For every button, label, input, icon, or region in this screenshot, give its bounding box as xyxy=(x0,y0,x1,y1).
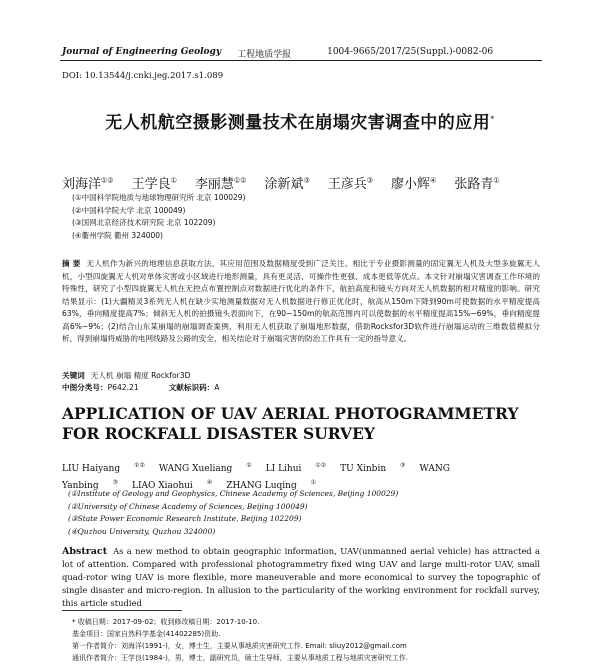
affiliation-en: (④Quzhou University, Quzhou 324000) xyxy=(68,526,216,536)
en-author-affil-mark: ①② xyxy=(134,462,145,469)
footnote: 第一作者简介：刘海洋(1991-)，女，博士生，主要从事地质灾害研究工作. Email: sliuy2012@gmail.com xyxy=(72,642,407,650)
journal-name-cn: 工程地质学报 xyxy=(237,50,292,60)
cn-author-name: 王学良 xyxy=(131,177,171,192)
header-rule xyxy=(60,60,542,61)
cn-author-affil-mark: ① xyxy=(493,176,500,185)
cn-author xyxy=(391,173,436,192)
en-author-name: TU Xinbin xyxy=(340,464,387,474)
cn-author xyxy=(132,173,177,192)
cn-author xyxy=(195,173,247,192)
journal-name: Journal of Engineering Geology xyxy=(62,47,222,57)
en-author-name: WANG Yanbing xyxy=(62,464,450,491)
affiliations-en xyxy=(68,488,398,538)
cn-author xyxy=(264,173,309,192)
clc-value: P642.21 xyxy=(107,383,139,392)
abstract-cn-label: 摘 要 xyxy=(62,259,81,268)
affiliation-cn: (④衢州学院 衢州 324000) xyxy=(72,230,163,240)
en-author-name: LIU Haiyang xyxy=(62,464,121,474)
classification xyxy=(62,382,219,393)
cn-author-affil-mark: ① xyxy=(170,176,177,185)
footnote: 基金项目：国家自然科学基金(41402285)资助. xyxy=(72,630,221,638)
en-author-affil-mark: ③ xyxy=(112,479,118,486)
en-author xyxy=(340,464,405,474)
affiliations-cn xyxy=(72,192,245,242)
abstract-en-text: As a new method to obtain geographic information, UAV(unmanned aerial vehicle) has attracted a lot of attention. Compared with professional photogrammetry fixed wing UAV and large multi-rotor UAV, small quad-rotor wing UAV is more flexible, more maneuverable and more economical to survey the topographic of single disaster and micro-region. In allusion to the particularity of the working environment for rockfall survey, this article studied xyxy=(62,546,540,608)
clc-label: 中图分类号： xyxy=(62,383,108,392)
cn-author-affil-mark: ④ xyxy=(430,176,437,185)
cn-author xyxy=(328,173,373,192)
en-author xyxy=(159,464,252,474)
footnotes xyxy=(72,616,542,664)
en-author-affil-mark: ③ xyxy=(400,462,406,469)
en-author xyxy=(266,464,326,474)
cn-author-name: 刘海洋 xyxy=(62,177,102,192)
abstract-en xyxy=(62,545,540,610)
cn-author xyxy=(454,173,499,192)
doc-code-label: 文献标识码： xyxy=(168,383,215,392)
issn: 1004-9665/2017/25(Suppl.)-0082-06 xyxy=(327,47,494,57)
footnote-rule xyxy=(62,610,182,611)
footnote: * 收稿日期：2017-09-02；收到修改稿日期：2017-10-10. xyxy=(72,618,260,626)
cn-author-name: 涂新斌 xyxy=(264,177,304,192)
cn-author-affil-mark: ①② xyxy=(233,176,247,185)
en-author-affil-mark: ④ xyxy=(206,479,213,486)
keywords-cn xyxy=(62,370,190,381)
en-author-name: LIAO Xiaohui xyxy=(132,481,193,491)
title-cn xyxy=(0,108,600,133)
running-header xyxy=(62,47,542,60)
affiliation-cn: (②中国科学院大学 北京 100049) xyxy=(72,205,186,215)
cn-author-affil-mark: ①② xyxy=(101,176,114,185)
affiliation-cn: (③国网北京经济技术研究院 北京 102209) xyxy=(72,218,216,227)
cn-author-name: 王彦兵 xyxy=(327,177,367,192)
en-author-name: WANG Xueliang xyxy=(158,464,233,474)
affiliation-en: (②University of Chinese Academy of Sciences, Beijing 100049) xyxy=(68,501,308,511)
en-author-name: LI Lihui xyxy=(265,464,302,474)
footnote: 通讯作者简介：王学良(1984-)，男，博士，副研究员，硕士生导师，主要从事地质工程与地质灾害研究工作. xyxy=(72,654,409,662)
affiliation-cn: (①中国科学院地质与地球物理研究所 北京 100029) xyxy=(72,193,246,202)
cn-author xyxy=(62,173,114,192)
abstract-cn xyxy=(62,258,540,346)
title-cn-text: 无人机航空摄影测量技术在崩塌灾害调查中的应用 xyxy=(105,113,491,133)
affiliation-en: (③State Power Economic Research Institute, Beijing 102209) xyxy=(68,514,302,523)
title-en: APPLICATION OF UAV AERIAL PHOTOGRAMMETRY FOR ROCKFALL DISASTER SURVEY xyxy=(62,404,519,443)
cn-author-name: 李丽慧 xyxy=(194,177,234,192)
cn-author-affil-mark: ③ xyxy=(303,176,310,185)
affiliation-en: (①Institute of Geology and Geophysics, Chinese Academy of Sciences, Beijing 100029) xyxy=(68,489,399,498)
keywords-cn-text: 无人机 崩塌 精度 Rockfor3D xyxy=(90,371,191,380)
cn-author-name: 张路青 xyxy=(454,177,494,192)
cn-author-name: 廖小辉 xyxy=(391,177,431,192)
keywords-cn-label: 关键词 xyxy=(62,371,85,380)
en-author-name: ZHANG Luqing xyxy=(226,481,297,491)
doi: DOI: 10.13544/j.cnki.jeg.2017.s1.089 xyxy=(62,71,224,81)
abstract-en-label: Abstract xyxy=(62,546,108,557)
en-author xyxy=(62,464,145,474)
abstract-cn-text: 无人机作为新兴的地理信息获取方法，其应用范围及数据精度受到广泛关注。相比于专业摄影测量的固定翼无人机及大型多旋翼无人机，小型四旋翼无人机对单体灾害或小区域进行地形测量，具有更灵活、可操作性更强、成本更低等优点。本文针对崩塌灾害调查工作环境的特殊性，研究了小型四旋翼无人机在无控点布置控制点对数据进行优化的条件下，航拍高度和镜头方向对无人机数据的相对精度的影响。研究结果显示：(1)大疆精灵3系列无人机在缺少实地测量数据对无人机数据进行修正优化时，航高从150m下降到90m可使数据的水平精度提高63%，垂向精度提高7%；倾斜无人机的拍摄镜头表面向下，在90~150m的航高范围内可以使数据的水平精度提高15%~69%，垂向精度提高6%~9%；(2)结合山东某崩塌的崩塌调查案例，利用无人机获取了崩塌地形数据，借助Rocksfor3D软件进行崩塌运动的三维数值模拟分析，得到崩塌将威胁的电网线路及公路的安全，相关结论对于崩塌灾害的防治工作具有一定的指导意义。 xyxy=(62,259,540,343)
authors-cn xyxy=(62,173,542,192)
en-author-affil-mark: ① xyxy=(246,462,252,469)
cn-author-affil-mark: ③ xyxy=(366,176,374,185)
en-author-affil-mark: ① xyxy=(310,479,317,486)
doc-code-value: A xyxy=(214,383,220,392)
en-author-affil-mark: ①② xyxy=(315,462,327,469)
title-cn-mark: * xyxy=(490,114,495,124)
